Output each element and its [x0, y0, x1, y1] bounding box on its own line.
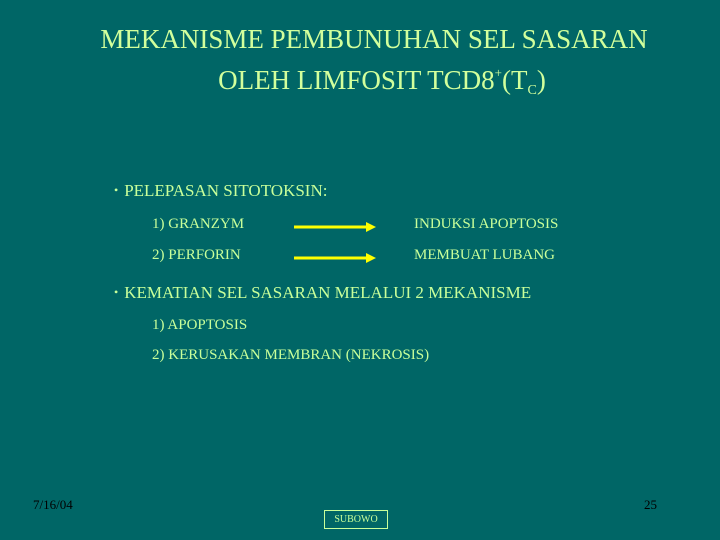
title-line-2 — [0, 56, 720, 108]
mechanism-apoptosis: 1) APOPTOSIS — [152, 317, 248, 333]
slide-title — [0, 22, 720, 108]
title-paren-close: ) — [536, 65, 546, 95]
perforin-effect: MEMBUAT LUBANG — [414, 247, 555, 263]
granzym-item: 1) GRANZYM — [152, 216, 245, 232]
bullet-icon: • — [114, 285, 119, 299]
right-arrow-icon — [294, 251, 376, 265]
title-line-1: MEKANISME PEMBUNUHAN SEL SASARAN — [100, 24, 648, 54]
title-superscript: + — [494, 65, 503, 80]
bullet-kematian — [114, 283, 531, 303]
page-number: 25 — [644, 497, 657, 512]
right-arrow-icon — [294, 220, 376, 234]
granzym-effect: INDUKSI APOPTOSIS — [414, 216, 559, 232]
perforin-item: 2) PERFORIN — [152, 247, 241, 263]
footer-date: 7/16/04 — [33, 497, 73, 512]
bullet-sitotoksin-text: PELEPASAN SITOTOKSIN: — [124, 181, 328, 200]
title-paren-open: (T — [502, 65, 528, 95]
bullet-icon: • — [114, 183, 119, 197]
bullet-sitotoksin — [114, 181, 327, 201]
title-subscript: C — [527, 83, 537, 98]
mechanism-nekrosis: 2) KERUSAKAN MEMBRAN (NEKROSIS) — [152, 347, 430, 363]
author-box: SUBOWO — [324, 510, 388, 529]
bullet-kematian-text: KEMATIAN SEL SASARAN MELALUI 2 MEKANISME — [124, 283, 532, 302]
title-line-2-main: OLEH LIMFOSIT TCD8 — [218, 65, 495, 95]
